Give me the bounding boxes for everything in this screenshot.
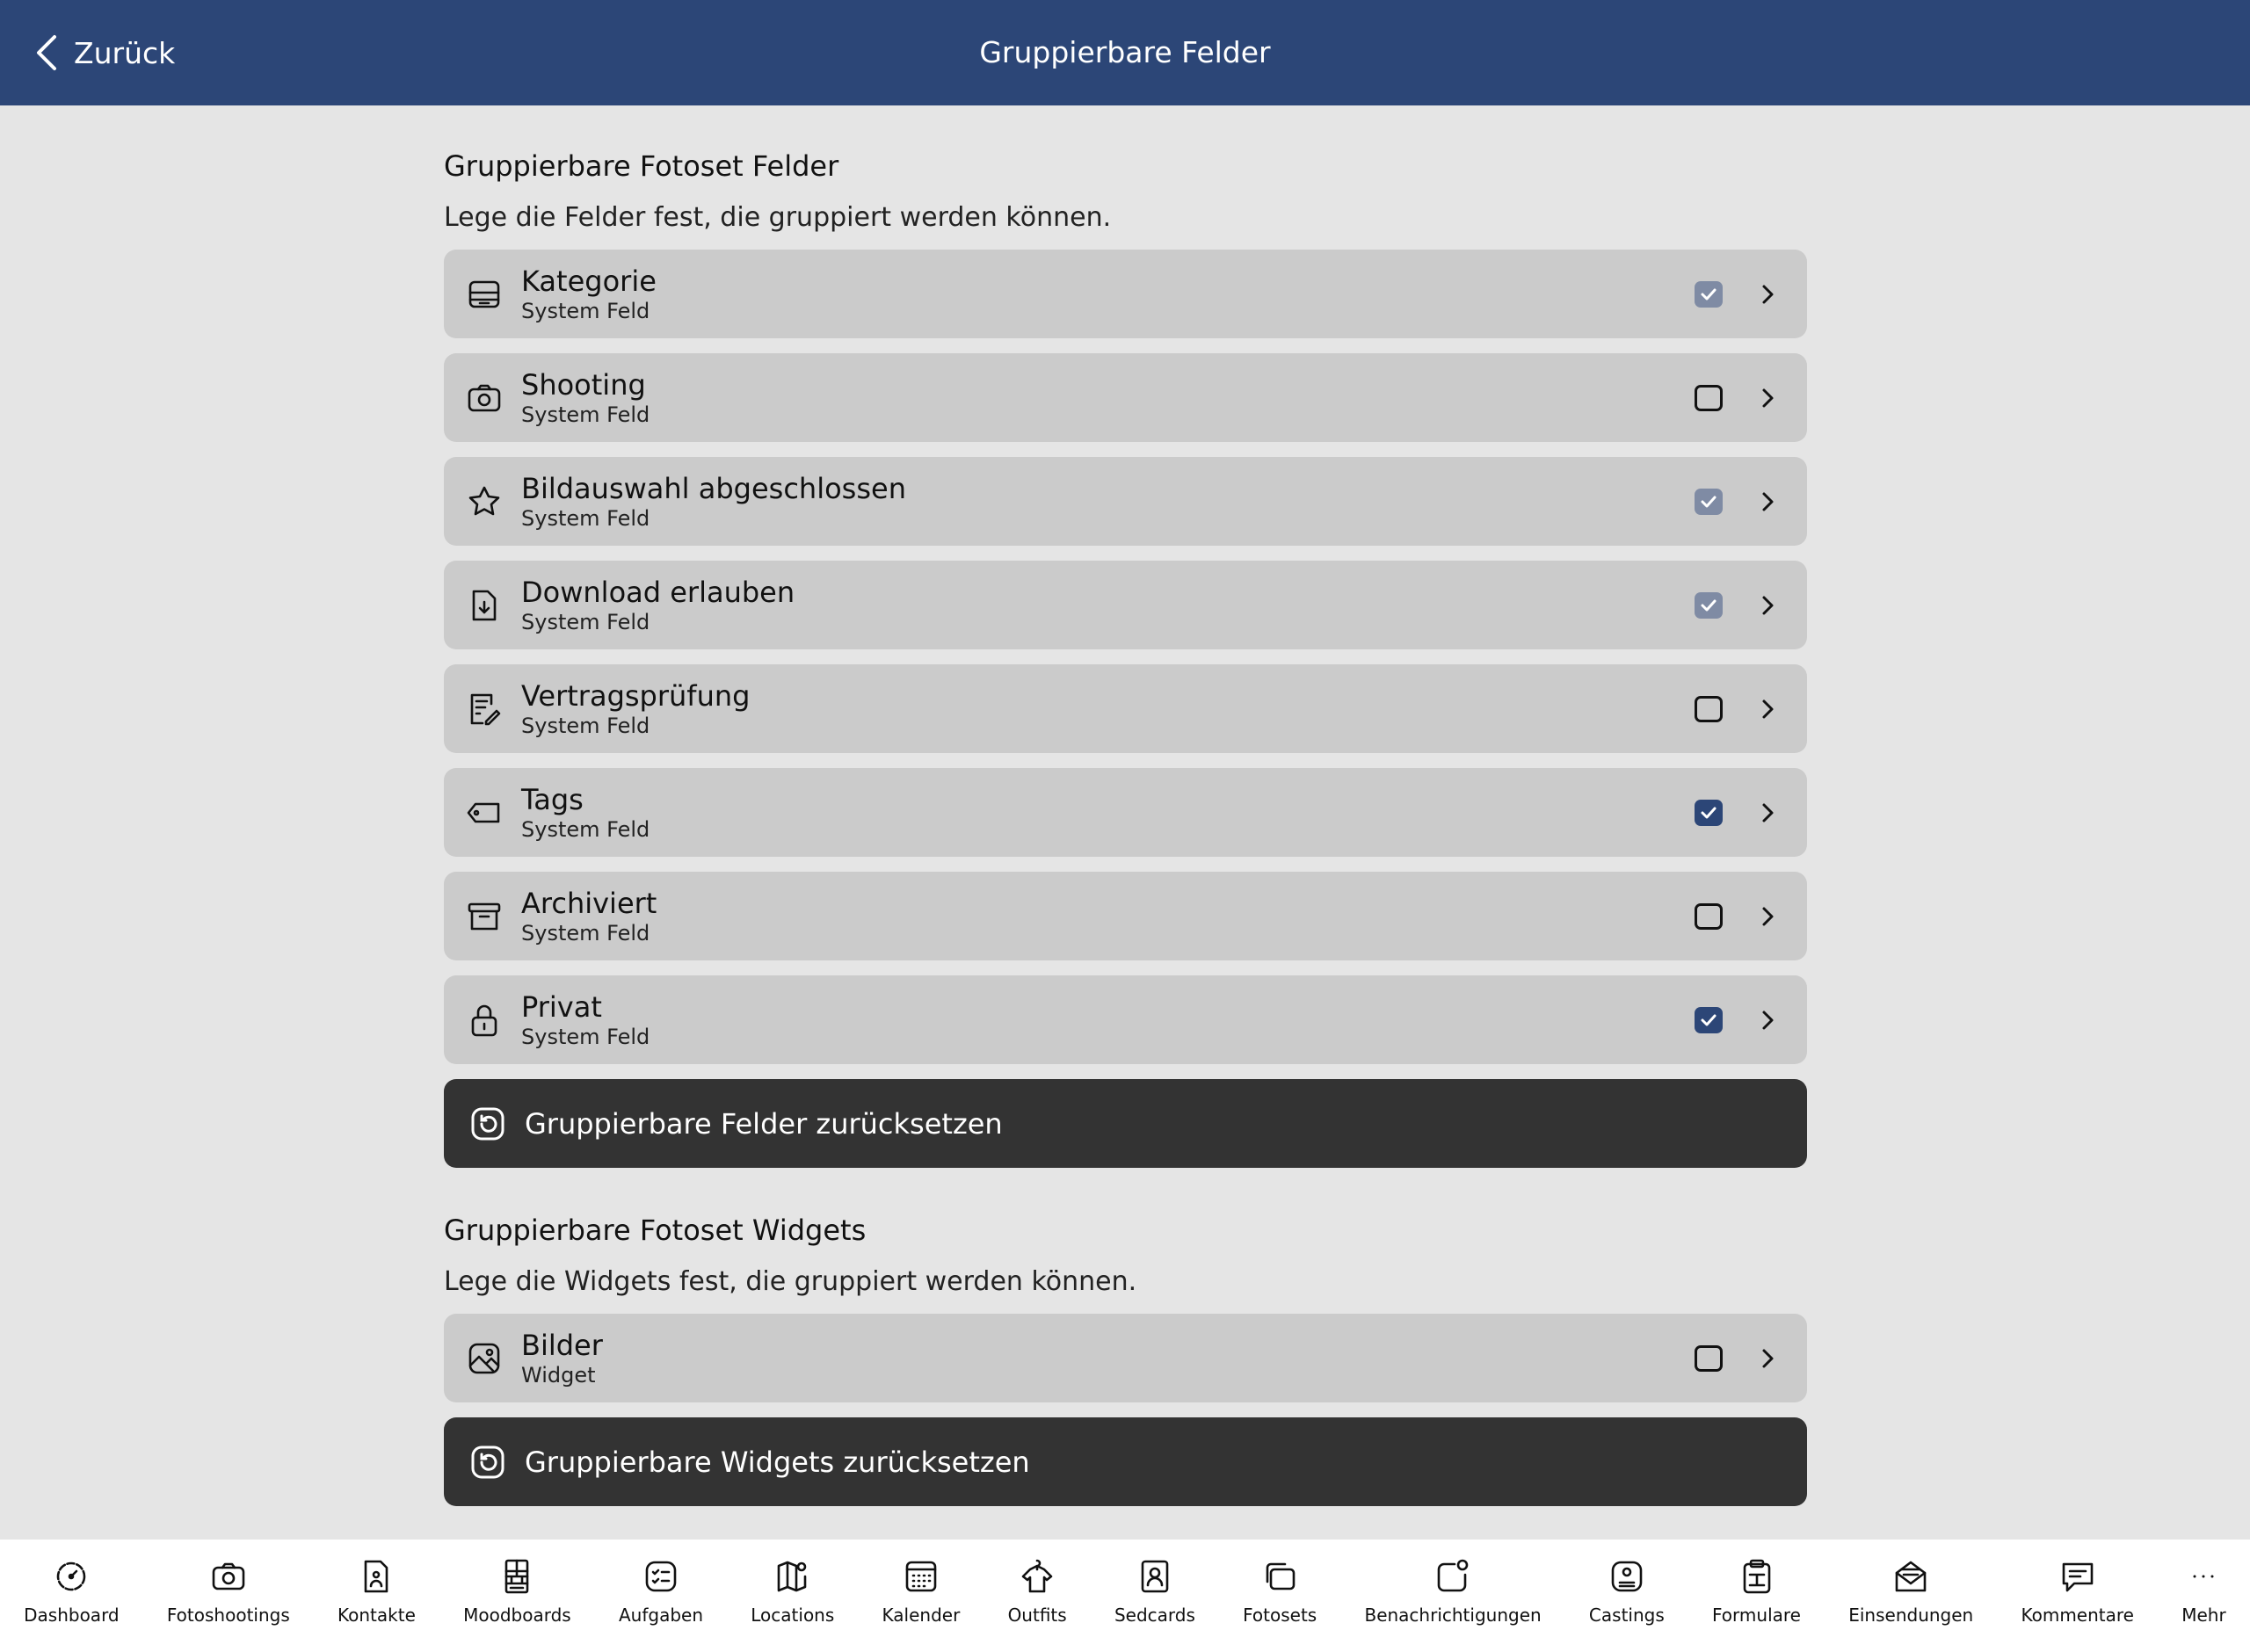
more-icon (2184, 1557, 2223, 1596)
list-item-kategorie[interactable] (444, 250, 1807, 338)
contact-icon (357, 1557, 396, 1596)
tab-aufgaben[interactable] (619, 1557, 703, 1626)
tab-label: Kommentare (2021, 1605, 2134, 1626)
list-item-vertragsprüfung[interactable] (444, 664, 1807, 753)
lock-icon (465, 1001, 504, 1040)
checklist-icon (642, 1557, 680, 1596)
back-label: Zurück (74, 35, 176, 70)
checkbox (1695, 489, 1723, 515)
item-sublabel: System Feld (521, 713, 650, 738)
image-icon (465, 1339, 504, 1378)
item-sublabel: System Feld (521, 505, 650, 531)
item-text (521, 887, 1695, 946)
list-item-privat[interactable] (444, 975, 1807, 1064)
chevron-right-icon[interactable] (1754, 903, 1781, 930)
fields-section-title: Gruppierbare Fotoset Felder (444, 149, 839, 183)
tab-label: Mehr (2181, 1605, 2226, 1626)
reset-fields-label: Gruppierbare Felder zurücksetzen (525, 1106, 1003, 1141)
widgets-section-title: Gruppierbare Fotoset Widgets (444, 1214, 867, 1247)
list-item-bilder[interactable] (444, 1314, 1807, 1402)
tab-label: Sedcards (1114, 1605, 1195, 1626)
tab-castings[interactable] (1589, 1557, 1665, 1626)
tab-label: Formulare (1712, 1605, 1801, 1626)
tab-label: Locations (751, 1605, 835, 1626)
item-label: Kategorie (521, 264, 657, 298)
tab-locations[interactable] (751, 1557, 834, 1626)
mail-icon (1891, 1557, 1930, 1596)
widgets-section-subtitle: Lege die Widgets fest, die gruppiert werden können. (444, 1266, 1137, 1297)
list-item-shooting[interactable] (444, 353, 1807, 442)
tab-label: Fotosets (1243, 1605, 1317, 1626)
item-label: Vertragsprüfung (521, 678, 751, 713)
badge-icon (1608, 1557, 1646, 1596)
tab-mehr[interactable] (2181, 1557, 2225, 1626)
tab-fotosets[interactable] (1243, 1557, 1317, 1626)
camera-icon (209, 1557, 248, 1596)
chevron-right-icon[interactable] (1754, 696, 1781, 722)
checkbox[interactable] (1695, 1007, 1723, 1033)
shirt-icon (1018, 1557, 1056, 1596)
fields-section-subtitle: Lege die Felder fest, die gruppiert werden können. (444, 202, 1112, 233)
item-sublabel: System Feld (521, 816, 650, 842)
item-label: Shooting (521, 367, 646, 402)
list-item-download-erlauben[interactable] (444, 561, 1807, 649)
tab-label: Benachrichtigungen (1364, 1605, 1542, 1626)
tray-icon (465, 275, 504, 314)
download-file-icon (465, 586, 504, 625)
reset-widgets-button[interactable] (444, 1417, 1807, 1506)
comment-icon (2058, 1557, 2097, 1596)
tab-label: Fotoshootings (166, 1605, 290, 1626)
archive-icon (465, 897, 504, 936)
item-label: Privat (521, 989, 602, 1024)
tag-icon (465, 793, 504, 832)
nav-header (0, 0, 2250, 105)
list-item-tags[interactable] (444, 768, 1807, 857)
grid-icon (497, 1557, 536, 1596)
star-icon (465, 482, 504, 521)
item-text (521, 576, 1695, 635)
tab-label: Kalender (882, 1605, 961, 1626)
tab-label: Aufgaben (618, 1605, 704, 1626)
chevron-right-icon[interactable] (1754, 489, 1781, 515)
list-item-archiviert[interactable] (444, 872, 1807, 960)
tab-kommentare[interactable] (2021, 1557, 2134, 1626)
item-sublabel: System Feld (521, 609, 650, 634)
tab-sedcards[interactable] (1114, 1557, 1195, 1626)
contract-edit-icon (465, 690, 504, 728)
reset-icon (468, 1443, 507, 1482)
tab-kontakte[interactable] (338, 1557, 416, 1626)
item-sublabel: System Feld (521, 920, 650, 946)
chevron-right-icon[interactable] (1754, 1007, 1781, 1033)
checkbox[interactable] (1695, 385, 1723, 411)
reset-widgets-label: Gruppierbare Widgets zurücksetzen (525, 1445, 1030, 1479)
reset-fields-button[interactable] (444, 1079, 1807, 1168)
chevron-right-icon[interactable] (1754, 1345, 1781, 1372)
tab-label: Castings (1588, 1605, 1665, 1626)
item-label: Bilder (521, 1328, 603, 1362)
chevron-right-icon[interactable] (1754, 385, 1781, 411)
item-text (521, 679, 1695, 739)
tab-label: Einsendungen (1848, 1605, 1974, 1626)
chevron-right-icon[interactable] (1754, 592, 1781, 619)
reset-icon (468, 1105, 507, 1143)
item-text (521, 990, 1695, 1050)
map-icon (773, 1557, 812, 1596)
item-text (521, 1329, 1695, 1388)
checkbox (1695, 281, 1723, 308)
item-sublabel: Widget (521, 1362, 596, 1388)
checkbox[interactable] (1695, 800, 1723, 826)
item-text (521, 368, 1695, 428)
tab-moodboards[interactable] (463, 1557, 571, 1626)
tab-kalender[interactable] (882, 1557, 961, 1626)
list-item-bildauswahl-abgeschlossen[interactable] (444, 457, 1807, 546)
item-sublabel: System Feld (521, 1024, 650, 1049)
tab-label: Outfits (1007, 1605, 1067, 1626)
checkbox[interactable] (1695, 1345, 1723, 1372)
item-text (521, 783, 1695, 843)
item-text (521, 472, 1695, 532)
bell-icon (1433, 1557, 1472, 1596)
tab-fotoshootings[interactable] (167, 1557, 290, 1626)
camera-icon (465, 379, 504, 417)
item-label: Download erlauben (521, 575, 795, 609)
item-label: Tags (521, 782, 584, 816)
chevron-right-icon[interactable] (1754, 281, 1781, 308)
stack-icon (1260, 1557, 1299, 1596)
item-sublabel: System Feld (521, 402, 650, 427)
tab-benachrichtigungen[interactable] (1364, 1557, 1541, 1626)
item-sublabel: System Feld (521, 298, 650, 323)
checkbox[interactable] (1695, 696, 1723, 722)
tab-outfits[interactable] (1008, 1557, 1067, 1626)
tab-bar (0, 1540, 2250, 1652)
tab-formulare[interactable] (1712, 1557, 1801, 1626)
tab-einsendungen[interactable] (1848, 1557, 1973, 1626)
item-label: Archiviert (521, 886, 657, 920)
card-icon (1136, 1557, 1174, 1596)
checkbox[interactable] (1695, 903, 1723, 930)
chevron-right-icon[interactable] (1754, 800, 1781, 826)
content (444, 141, 1807, 1543)
item-label: Bildauswahl abgeschlossen (521, 471, 906, 505)
tab-label: Kontakte (338, 1605, 416, 1626)
tab-dashboard[interactable] (24, 1557, 120, 1626)
tab-label: Dashboard (24, 1605, 120, 1626)
calendar-icon (902, 1557, 940, 1596)
page-title: Gruppierbare Felder (979, 35, 1271, 69)
gauge-icon (52, 1557, 91, 1596)
clipboard-icon (1738, 1557, 1776, 1596)
tab-label: Moodboards (463, 1605, 571, 1626)
checkbox (1695, 592, 1723, 619)
item-text (521, 264, 1695, 324)
